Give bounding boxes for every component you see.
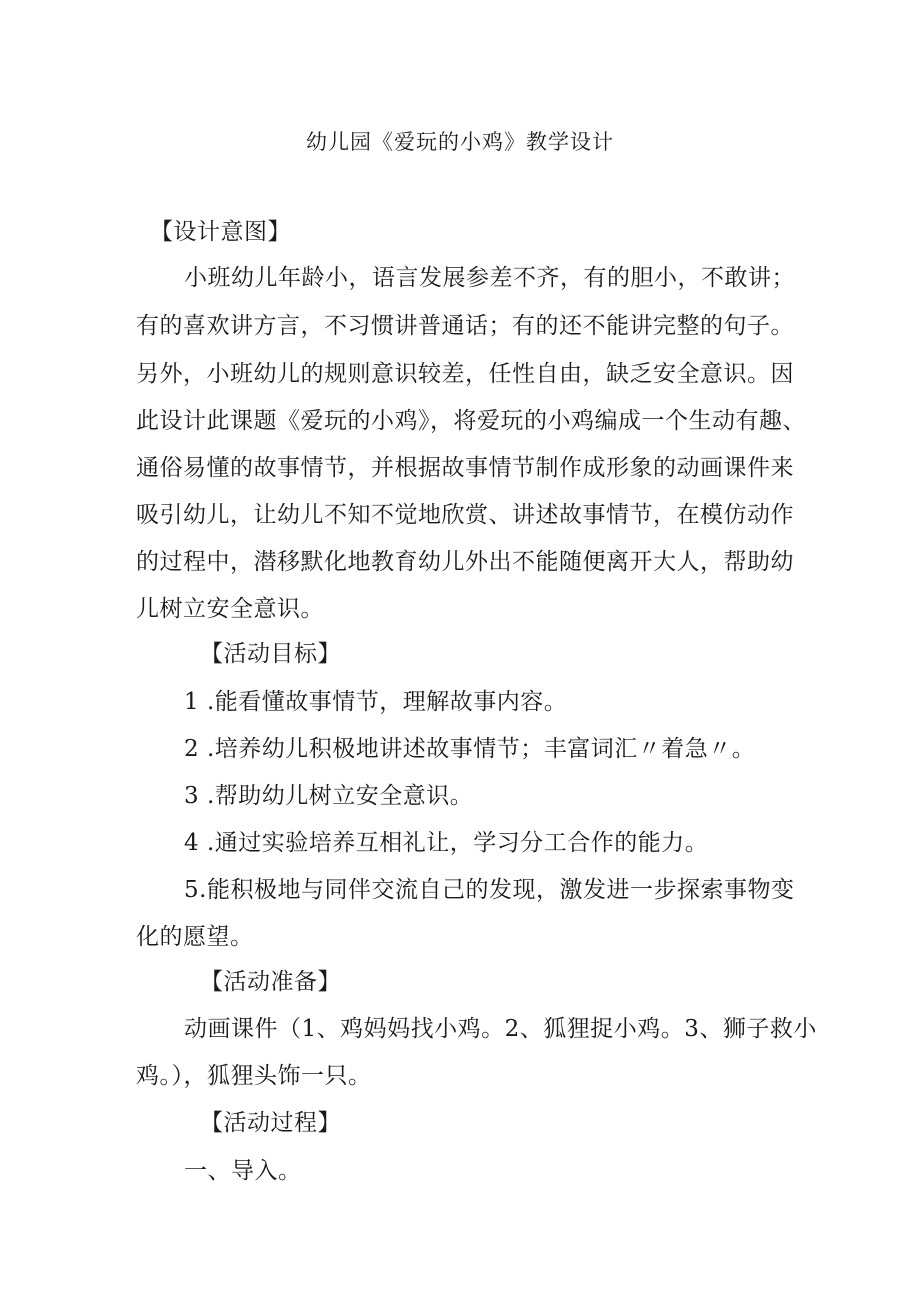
design-intent-line: 小班幼儿年龄小，语言发展参差不齐，有的胆小，不敢讲；	[184, 265, 795, 291]
design-intent-line: 有的喜欢讲方言，不习惯讲普通话；有的还不能讲完整的句子。	[136, 313, 794, 339]
preparation-line: 鸡。），狐狸头饰一只。	[136, 1063, 372, 1089]
goal-item: 5.能积极地与同伴交流自己的发现，激发进一步探索事物变	[184, 877, 795, 903]
design-intent-line: 此设计此课题《爱玩的小鸡》，将爱玩的小鸡编成一个生动有趣、	[136, 408, 806, 434]
goal-item: 2 .培养幼儿积极地讲述故事情节；丰富词汇〃着急〃。	[184, 736, 756, 762]
goal-item: 3 .帮助幼儿树立安全意识。	[184, 783, 474, 809]
document-title: 幼儿园《爱玩的小鸡》教学设计	[306, 130, 614, 154]
design-intent-heading: 【设计意图】	[150, 219, 291, 245]
process-heading: 【活动过程】	[200, 1110, 341, 1136]
goals-heading: 【活动目标】	[200, 641, 341, 667]
preparation-heading: 【活动准备】	[200, 969, 341, 995]
goal-item: 1 .能看懂故事情节，理解故事内容。	[184, 689, 568, 715]
design-intent-line: 儿树立安全意识。	[136, 596, 324, 622]
goal-item: 化的愿望。	[136, 924, 254, 950]
design-intent-line: 的过程中，潜移默化地教育幼儿外出不能随便离开大人，帮助幼	[136, 549, 794, 575]
design-intent-line: 通俗易懂的故事情节，并根据故事情节制作成形象的动画课件来	[136, 455, 794, 481]
preparation-line: 动画课件（1、鸡妈妈找小鸡。2、狐狸捉小鸡。3、狮子救小	[184, 1016, 817, 1042]
design-intent-line: 另外，小班幼儿的规则意识较差，任性自由，缺乏安全意识。因	[136, 361, 794, 387]
process-line: 一、导入。	[184, 1158, 302, 1184]
design-intent-line: 吸引幼儿，让幼儿不知不觉地欣赏、讲述故事情节，在模仿动作	[136, 502, 794, 528]
goal-item: 4 .通过实验培养互相礼让，学习分工合作的能力。	[184, 830, 709, 856]
